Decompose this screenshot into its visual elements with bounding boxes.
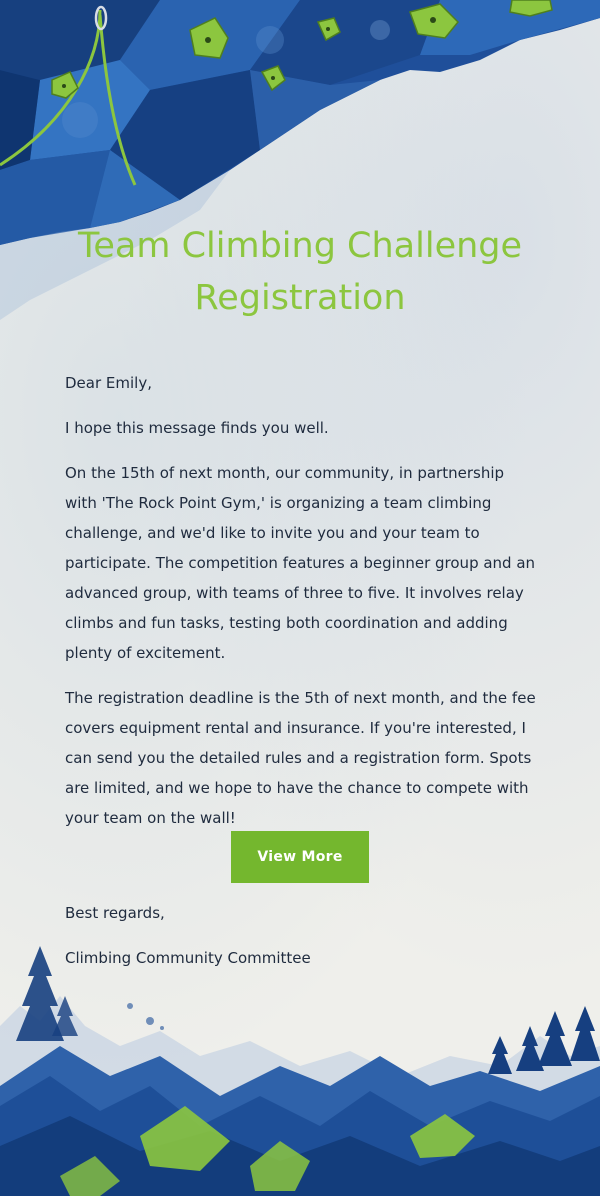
view-more-button[interactable]: View More — [231, 831, 369, 883]
greeting: Dear Emily, — [65, 374, 152, 392]
cta-container — [0, 831, 600, 883]
paragraph-invitation: On the 15th of next month, our community, in partnership with 'The Rock Point Gym,' is organizing a team climbing challenge, and we'd like to invite you and your team to participate. The competition features a beginner group and an advanced group, with teams of three to five. It involves relay climbs and fun tasks, testing both coordination and adding plenty of excitement. — [65, 464, 536, 662]
signature: Climbing Community Committee — [65, 949, 311, 967]
page-title: Team Climbing Challenge Registration — [77, 226, 523, 318]
mountains-footer-illustration — [0, 936, 600, 1196]
paragraph-registration: The registration deadline is the 5th of next month, and the fee covers equipment rental and insurance. If you're interested, I can send you the detailed rules and a registration form. Spots are limited, and we hope to have the chance to compete with your team on the wall! — [65, 689, 536, 827]
email-body — [65, 368, 537, 848]
closing: Best regards, — [65, 904, 165, 922]
paragraph-intro: I hope this message finds you well. — [65, 419, 329, 437]
